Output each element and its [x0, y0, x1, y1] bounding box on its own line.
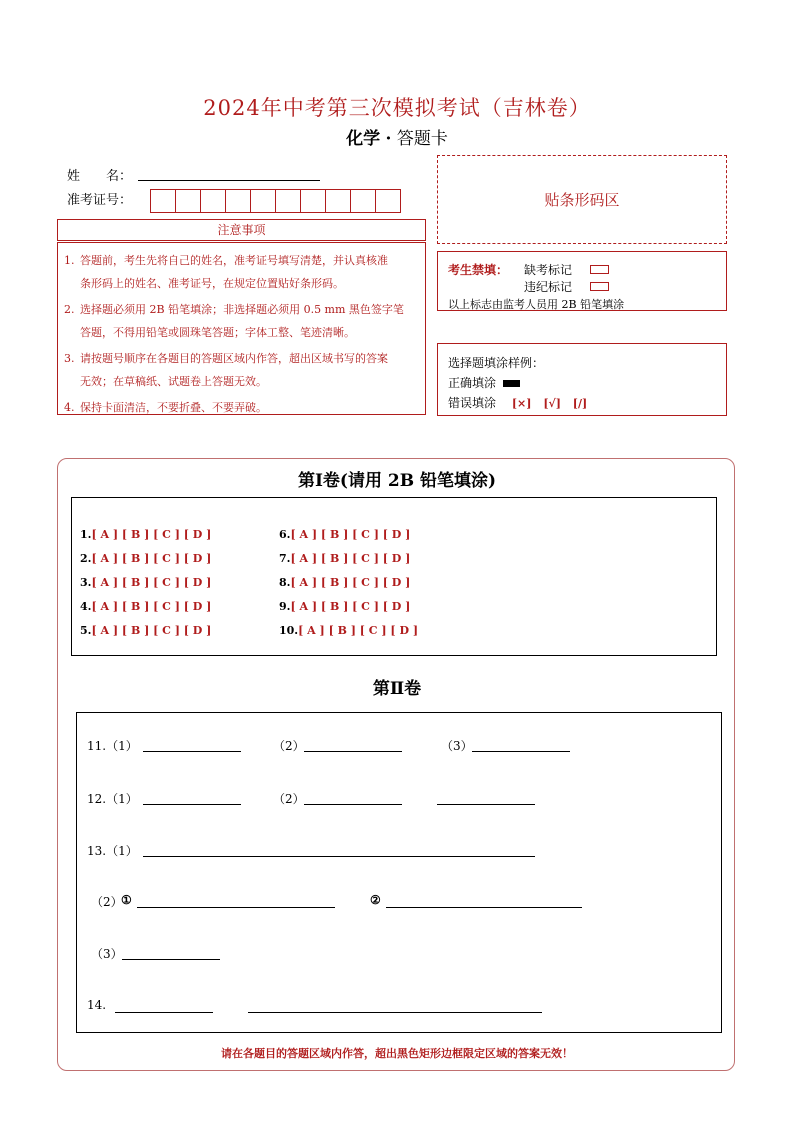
fill-sample-title: 选择题填涂样例：	[448, 356, 545, 370]
exam-id-digit-box[interactable]	[300, 189, 326, 213]
q14-1-answer-line[interactable]	[115, 1012, 213, 1013]
mc-question[interactable]: 8.[ A ] [ B ] [ C ] [ D ]	[279, 576, 411, 589]
proctor-only-box	[437, 251, 727, 311]
q12-1-answer-line[interactable]	[143, 804, 241, 805]
q13-label: 13.（1）	[87, 844, 138, 858]
subject-label: 化学	[346, 129, 381, 149]
correct-fill-label: 正确填涂	[448, 376, 497, 390]
mc-question[interactable]: 4.[ A ] [ B ] [ C ] [ D ]	[80, 600, 212, 613]
mc-question[interactable]: 10.[ A ] [ B ] [ C ] [ D ]	[279, 624, 419, 637]
card-label: 答题卡	[396, 129, 448, 149]
mc-question[interactable]: 7.[ A ] [ B ] [ C ] [ D ]	[279, 552, 411, 565]
mc-question[interactable]: 5.[ A ] [ B ] [ C ] [ D ]	[80, 624, 212, 637]
q13-3-label: （3）	[91, 947, 123, 961]
violation-label: 违纪标记	[524, 280, 573, 294]
mc-question[interactable]: 2.[ A ] [ B ] [ C ] [ D ]	[80, 552, 212, 565]
section-1-title: 第Ⅰ卷(请用 2B 铅笔填涂)	[297, 471, 497, 491]
notice-title: 注意事项	[57, 219, 426, 241]
exam-id-digit-box[interactable]	[275, 189, 301, 213]
violation-mark-row	[524, 278, 609, 295]
dot-separator: ·	[385, 129, 392, 149]
exam-id-digit-box[interactable]	[250, 189, 276, 213]
wrong-mark-slash: [/]	[572, 397, 588, 410]
fill-sample-box	[437, 343, 727, 416]
page-subtitle	[0, 124, 794, 149]
absent-mark-box[interactable]	[590, 265, 609, 274]
exam-id-digit-box[interactable]	[375, 189, 401, 213]
q13-3-answer-line[interactable]	[122, 959, 220, 960]
exam-id-digit-box[interactable]	[200, 189, 226, 213]
notice-item: 3. 请按题号顺序在各题目的答题区域内作答，超出区域书写的答案 无效；在草稿纸、试题卷上答题无效。	[64, 352, 388, 388]
absent-label: 缺考标记	[524, 263, 573, 277]
barcode-area	[437, 155, 727, 244]
circle-1-icon: ①	[121, 893, 132, 907]
footer-warning: 请在各题目的答题区域内作答，超出黑色矩形边框限定区域的答案无效！	[221, 1047, 573, 1060]
notice-list	[57, 242, 426, 415]
free-response-box	[76, 712, 722, 1033]
q11-2-label: （2）	[273, 739, 305, 753]
circle-2-icon: ②	[370, 893, 381, 907]
proctor-note: 以上标志由监考人员用 2B 铅笔填涂	[448, 298, 625, 311]
wrong-mark-cross: [×]	[511, 397, 532, 410]
exam-id-boxes[interactable]	[151, 189, 401, 213]
exam-id-digit-box[interactable]	[150, 189, 176, 213]
exam-id-digit-box[interactable]	[325, 189, 351, 213]
violation-mark-box[interactable]	[590, 282, 609, 291]
section-2-title: 第Ⅱ卷	[372, 679, 422, 699]
q12-2-label: （2）	[273, 792, 305, 806]
notice-item: 4. 保持卡面清洁，不要折叠、不要弄破。	[64, 401, 267, 414]
mc-question[interactable]: 1.[ A ] [ B ] [ C ] [ D ]	[80, 528, 212, 541]
name-field[interactable]	[138, 180, 320, 181]
wrong-fill-label: 错误填涂	[448, 396, 497, 410]
q12-3-answer-line[interactable]	[437, 804, 535, 805]
q11-label: 11.（1）	[87, 739, 138, 753]
notice-item: 2. 选择题必须用 2B 铅笔填涂；非选择题必须用 0.5 mm 黑色签字笔 答题，不得用铅笔或圆珠笔答题；字体工整、笔迹清晰。	[64, 303, 404, 339]
barcode-label: 贴条形码区	[544, 191, 620, 209]
q11-3-answer-line[interactable]	[472, 751, 570, 752]
q13-2-2-answer-line[interactable]	[386, 907, 582, 908]
q14-2-answer-line[interactable]	[248, 1012, 542, 1013]
q13-2-1-answer-line[interactable]	[137, 907, 335, 908]
exam-id-digit-box[interactable]	[175, 189, 201, 213]
q12-label: 12.（1）	[87, 792, 138, 806]
q13-2-label: （2）	[91, 895, 123, 909]
absent-mark-row	[524, 261, 609, 278]
mc-question[interactable]: 6.[ A ] [ B ] [ C ] [ D ]	[279, 528, 411, 541]
q11-3-label: （3）	[441, 739, 473, 753]
exam-id-digit-box[interactable]	[350, 189, 376, 213]
wrong-mark-check: [√]	[543, 397, 561, 410]
q11-2-answer-line[interactable]	[304, 751, 402, 752]
exam-id-label: 准考证号：	[67, 193, 133, 208]
correct-fill-row	[448, 374, 520, 391]
q11-1-answer-line[interactable]	[143, 751, 241, 752]
wrong-fill-row	[448, 394, 595, 411]
proctor-only-title: 考生禁填：	[448, 263, 509, 277]
q14-label: 14.	[87, 998, 107, 1012]
filled-mark-icon	[503, 380, 520, 387]
mc-question[interactable]: 9.[ A ] [ B ] [ C ] [ D ]	[279, 600, 411, 613]
q12-2-answer-line[interactable]	[304, 804, 402, 805]
multiple-choice-box	[71, 497, 717, 656]
name-label: 姓 名：	[67, 169, 133, 184]
q13-1-answer-line[interactable]	[143, 856, 535, 857]
notice-item: 1. 答题前，考生先将自己的姓名，准考证号填写清楚，并认真核准 条形码上的姓名、准考证号，在规定位置贴好条形码。	[64, 254, 388, 290]
page-title: 2024年中考第三次模拟考试（吉林卷）	[203, 96, 591, 120]
mc-question[interactable]: 3.[ A ] [ B ] [ C ] [ D ]	[80, 576, 212, 589]
exam-id-digit-box[interactable]	[225, 189, 251, 213]
